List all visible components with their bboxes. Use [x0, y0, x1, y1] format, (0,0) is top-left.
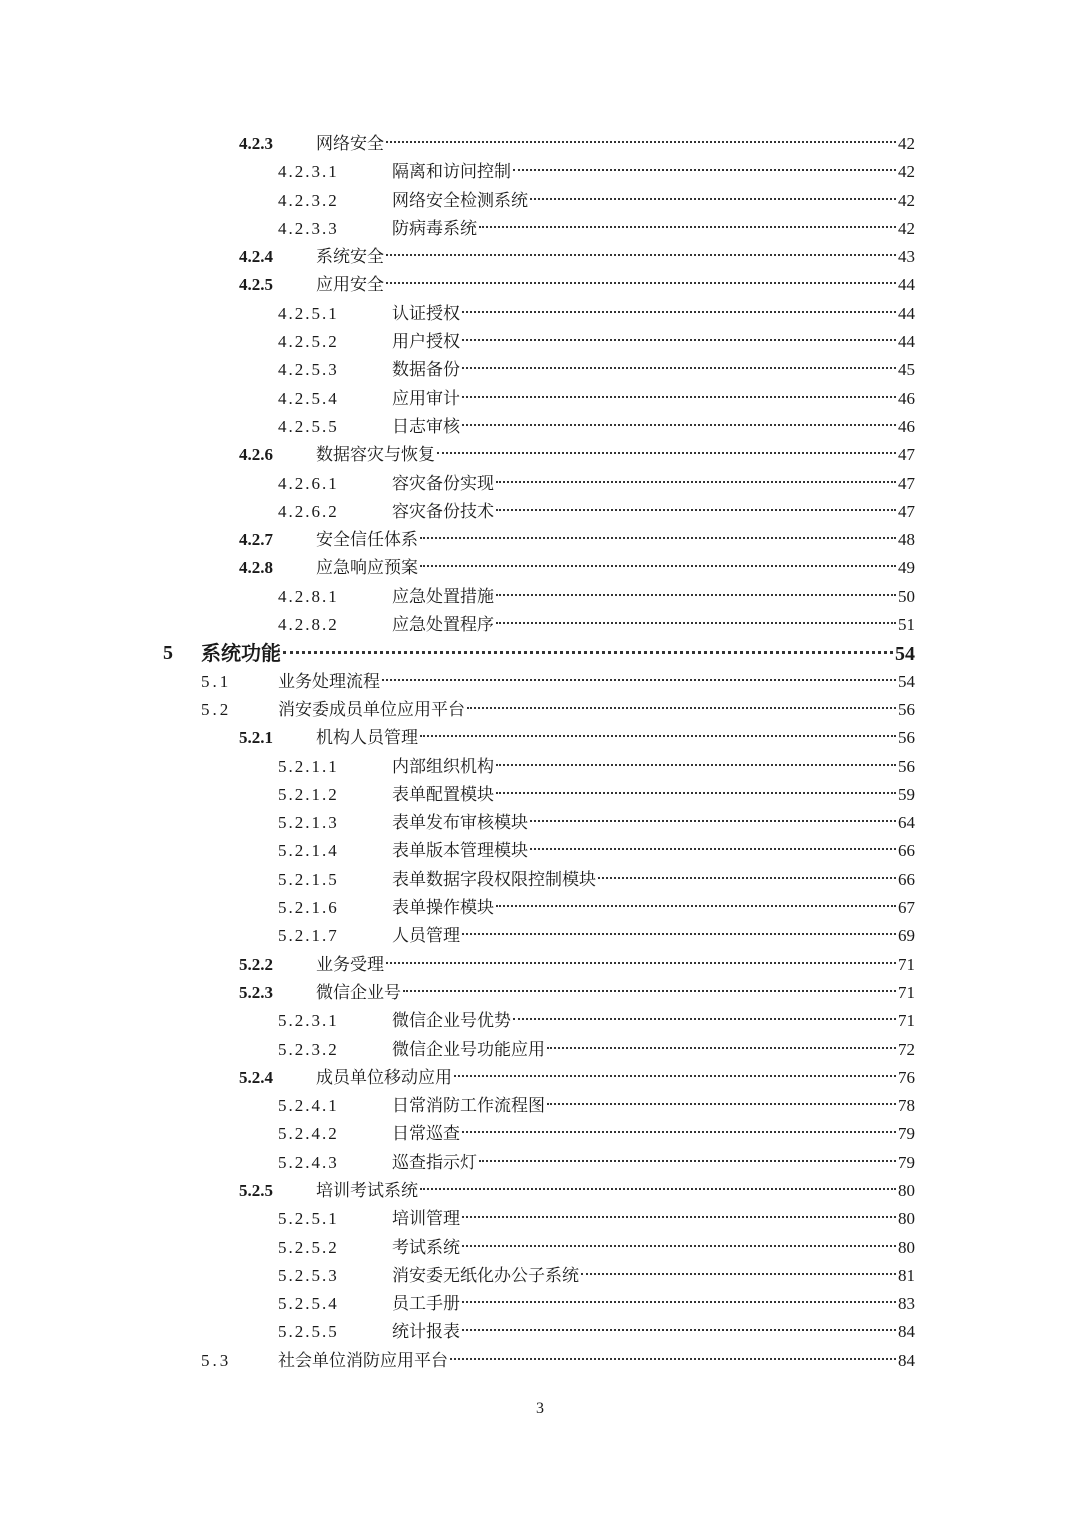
- toc-dot-leader: [479, 226, 896, 228]
- toc-dot-leader: [467, 707, 896, 709]
- toc-entry-title: 应急处置措施: [392, 586, 494, 607]
- toc-dot-leader: [496, 481, 896, 483]
- toc-dot-leader: [386, 282, 896, 284]
- toc-entry-page: 80: [898, 1209, 915, 1229]
- toc-entry-number: 5.2.1.4: [278, 841, 339, 861]
- toc-entry-title: 表单配置模块: [392, 784, 494, 805]
- toc-entry[interactable]: [0, 356, 1080, 384]
- toc-dot-leader: [403, 990, 896, 992]
- toc-entry-page: 49: [898, 558, 915, 578]
- toc-entry-page: 56: [898, 728, 915, 748]
- toc-entry[interactable]: [0, 441, 1080, 469]
- toc-entry-number: 4.2.3.3: [278, 218, 339, 238]
- toc-entry-page: 51: [898, 615, 915, 635]
- toc-dot-leader: [462, 1131, 896, 1133]
- toc-entry-page: 54: [898, 671, 915, 691]
- toc-entry-number: 5.2.1.7: [278, 926, 339, 946]
- toc-entry-page: 71: [898, 982, 915, 1002]
- toc-entry[interactable]: [0, 1290, 1080, 1318]
- toc-entry-title: 培训管理: [392, 1209, 460, 1230]
- toc-entry[interactable]: [0, 696, 1080, 724]
- toc-dot-leader: [382, 679, 896, 681]
- toc-entry-line: [316, 554, 915, 582]
- toc-dot-leader: [496, 594, 896, 596]
- toc-entry-title: 日常消防工作流程图: [392, 1096, 545, 1117]
- toc-entry-line: [392, 1149, 915, 1177]
- toc-entry-title: 数据容灾与恢复: [316, 445, 435, 466]
- toc-entry-line: [392, 470, 915, 498]
- toc-entry-line: [316, 1064, 915, 1092]
- toc-entry-page: 50: [898, 586, 915, 606]
- toc-entry-line: [392, 781, 915, 809]
- toc-dot-leader: [420, 1188, 896, 1190]
- toc-entry-line: [316, 441, 915, 469]
- toc-entry-page: 83: [898, 1294, 915, 1314]
- toc-entry-title: 容灾备份实现: [392, 473, 494, 494]
- toc-entry-page: 46: [898, 416, 915, 436]
- toc-entry-page: 78: [898, 1096, 915, 1116]
- toc-entry[interactable]: [0, 1149, 1080, 1177]
- toc-entry-number: 4.2.6.2: [278, 501, 339, 521]
- toc-entry-line: [392, 413, 915, 441]
- toc-dot-leader: [462, 1301, 896, 1303]
- toc-entry-title: 系统功能: [201, 641, 281, 666]
- toc-entry-line: [278, 1347, 915, 1375]
- toc-entry-page: 56: [898, 756, 915, 776]
- toc-entry-page: 72: [898, 1039, 915, 1059]
- toc-dot-leader: [462, 424, 896, 426]
- toc-entry-title: 防病毒系统: [392, 218, 477, 239]
- toc-entry-title: 网络安全: [316, 134, 384, 154]
- toc-entry-number: 5.2.2: [239, 954, 273, 974]
- toc-entry-line: [392, 1290, 915, 1318]
- toc-entry-number: 5.3: [201, 1350, 232, 1370]
- toc-entry-line: [392, 922, 915, 950]
- toc-entry[interactable]: [0, 413, 1080, 441]
- toc-entry-line: [278, 668, 915, 696]
- toc-entry-line: [392, 187, 915, 215]
- toc-entry-title: 应急处置程序: [392, 615, 494, 636]
- toc-entry-number: 4.2.8.1: [278, 586, 339, 606]
- toc-entry-title: 统计报表: [392, 1322, 460, 1343]
- toc-entry-line: [201, 639, 915, 668]
- toc-entry-title: 消安委无纸化办公子系统: [392, 1265, 579, 1286]
- toc-entry[interactable]: [0, 1120, 1080, 1148]
- toc-entry-page: 80: [898, 1237, 915, 1257]
- toc-dot-leader: [462, 367, 896, 369]
- toc-entry-number: 4.2.8: [239, 558, 273, 578]
- toc-entry[interactable]: [0, 866, 1080, 894]
- toc-entry-title: 应用审计: [392, 388, 460, 409]
- toc-dot-leader: [420, 735, 896, 737]
- toc-entry-number: 4.2.5.2: [278, 332, 339, 352]
- toc-dot-leader: [496, 792, 896, 794]
- toc-entry-line: [316, 1177, 915, 1205]
- toc-dot-leader: [547, 1047, 896, 1049]
- toc-dot-leader: [386, 962, 896, 964]
- toc-entry[interactable]: [0, 639, 1080, 667]
- toc-entry-number: 4.2.7: [239, 530, 273, 550]
- toc-entry-page: 48: [898, 530, 915, 550]
- toc-entry-line: [278, 696, 915, 724]
- toc-entry-number: 4.2.5.4: [278, 388, 339, 408]
- toc-entry[interactable]: [0, 1007, 1080, 1035]
- toc-dot-leader: [450, 1358, 896, 1360]
- toc-entry-line: [316, 724, 915, 752]
- toc-entry-title: 业务受理: [316, 954, 384, 975]
- toc-entry-page: 47: [898, 501, 915, 521]
- toc-entry[interactable]: [0, 470, 1080, 498]
- toc-dot-leader: [386, 254, 896, 256]
- toc-entry-title: 日志审核: [392, 416, 460, 437]
- toc-dot-leader: [462, 933, 896, 935]
- toc-entry-title: 数据备份: [392, 360, 460, 381]
- toc-entry-number: 5.2.5.3: [278, 1265, 339, 1285]
- toc-dot-leader: [496, 509, 896, 511]
- toc-dot-leader: [386, 141, 896, 143]
- toc-entry-page: 42: [898, 162, 915, 182]
- toc-entry-title: 内部组织机构: [392, 756, 494, 777]
- toc-entry-page: 76: [898, 1067, 915, 1087]
- toc-entry-line: [392, 583, 915, 611]
- toc-entry-page: 79: [898, 1152, 915, 1172]
- toc-entry-title: 日常巡查: [392, 1124, 460, 1145]
- toc-entry-number: 5.2.4: [239, 1067, 273, 1087]
- toc-entry-page: 56: [898, 699, 915, 719]
- toc-entry-line: [392, 385, 915, 413]
- toc-entry-title: 微信企业号: [316, 982, 401, 1003]
- toc-entry-number: 5.2.1.5: [278, 869, 339, 889]
- toc-entry[interactable]: [0, 1318, 1080, 1346]
- toc-entry-number: 5.2.1.2: [278, 784, 339, 804]
- toc-entry-line: [392, 1205, 915, 1233]
- toc-dot-leader: [420, 537, 896, 539]
- toc-dot-leader: [530, 198, 896, 200]
- toc-entry-line: [392, 1092, 915, 1120]
- toc-entry-number: 4.2.6: [239, 445, 273, 465]
- toc-entry-line: [316, 526, 915, 554]
- toc-entry[interactable]: [0, 215, 1080, 243]
- toc-entry-number: 5: [163, 642, 173, 665]
- toc-entry-page: 42: [898, 134, 915, 153]
- toc-entry-number: 4.2.6.1: [278, 473, 339, 493]
- toc-entry-page: 47: [898, 445, 915, 465]
- toc-entry[interactable]: [0, 1234, 1080, 1262]
- toc-entry-number: 5.2.1.1: [278, 756, 339, 776]
- toc-entry-title: 微信企业号功能应用: [392, 1039, 545, 1060]
- toc-dot-leader: [598, 877, 896, 879]
- toc-dot-leader: [462, 339, 896, 341]
- toc-entry-title: 表单版本管理模块: [392, 841, 528, 862]
- toc-entry-title: 应用安全: [316, 275, 384, 296]
- toc-entry-page: 54: [895, 643, 915, 666]
- toc-entry-number: 4.2.5.1: [278, 303, 339, 323]
- toc-entry-line: [392, 894, 915, 922]
- toc-entry-line: [316, 951, 915, 979]
- toc-entry-line: [392, 809, 915, 837]
- toc-entry[interactable]: [0, 300, 1080, 328]
- toc-entry[interactable]: [0, 781, 1080, 809]
- toc-entry[interactable]: [0, 1092, 1080, 1120]
- toc-dot-leader: [462, 311, 896, 313]
- toc-entry-page: 42: [898, 190, 915, 210]
- toc-entry-line: [392, 837, 915, 865]
- toc-entry-title: 表单操作模块: [392, 898, 494, 919]
- toc-entry[interactable]: [0, 809, 1080, 837]
- toc-entry-page: 64: [898, 813, 915, 833]
- toc-entry-number: 5.2.3: [239, 982, 273, 1002]
- toc-entry-title: 人员管理: [392, 926, 460, 947]
- toc-entry-title: 巡查指示灯: [392, 1152, 477, 1173]
- toc-entry[interactable]: [0, 1347, 1080, 1375]
- toc-entry-line: [316, 130, 915, 158]
- toc-entry-page: 84: [898, 1350, 915, 1370]
- toc-entry-page: 69: [898, 926, 915, 946]
- toc-entry-page: 43: [898, 247, 915, 267]
- toc-dot-leader: [283, 651, 893, 654]
- toc-entry-number: 5.2.4.1: [278, 1096, 339, 1116]
- toc-entry[interactable]: [0, 526, 1080, 554]
- toc-entry-line: [392, 498, 915, 526]
- toc-dot-leader: [462, 1329, 896, 1331]
- toc-entry-page: 71: [898, 1011, 915, 1031]
- toc-entry-line: [392, 753, 915, 781]
- toc-entry[interactable]: [0, 1262, 1080, 1290]
- table-of-contents: [0, 130, 1080, 1375]
- toc-entry-number: 4.2.5.3: [278, 360, 339, 380]
- toc-dot-leader: [479, 1160, 896, 1162]
- toc-entry-number: 5.2.5.4: [278, 1294, 339, 1314]
- toc-dot-leader: [462, 1216, 896, 1218]
- toc-entry[interactable]: [0, 158, 1080, 186]
- toc-entry[interactable]: [0, 894, 1080, 922]
- toc-entry[interactable]: [0, 498, 1080, 526]
- toc-dot-leader: [513, 1018, 896, 1020]
- toc-dot-leader: [496, 764, 896, 766]
- toc-entry-number: 5.2.3.1: [278, 1011, 339, 1031]
- toc-entry-line: [392, 866, 915, 894]
- toc-entry[interactable]: [0, 837, 1080, 865]
- toc-entry-number: 5.2.4.3: [278, 1152, 339, 1172]
- toc-entry-line: [392, 1262, 915, 1290]
- toc-entry-number: 5.2.4.2: [278, 1124, 339, 1144]
- toc-entry-number: 4.2.3: [239, 134, 273, 153]
- toc-entry-title: 应急响应预案: [316, 558, 418, 579]
- toc-dot-leader: [496, 905, 896, 907]
- toc-entry-number: 4.2.4: [239, 247, 273, 267]
- toc-entry-number: 4.2.3.1: [278, 162, 339, 182]
- toc-entry-title: 培训考试系统: [316, 1180, 418, 1201]
- toc-entry-title: 表单数据字段权限控制模块: [392, 869, 596, 890]
- toc-entry[interactable]: [0, 922, 1080, 950]
- toc-entry-number: 5.2.5.2: [278, 1237, 339, 1257]
- toc-entry-title: 表单发布审核模块: [392, 813, 528, 834]
- toc-entry[interactable]: [0, 611, 1080, 639]
- toc-entry-number: 5.2.5.5: [278, 1322, 339, 1342]
- toc-entry[interactable]: [0, 1177, 1080, 1205]
- toc-entry-page: 80: [898, 1180, 915, 1200]
- toc-entry-page: 47: [898, 473, 915, 493]
- toc-entry-title: 网络安全检测系统: [392, 190, 528, 211]
- toc-entry-line: [392, 158, 915, 186]
- toc-entry-title: 安全信任体系: [316, 530, 418, 551]
- toc-entry-title: 业务处理流程: [278, 671, 380, 692]
- toc-entry[interactable]: [0, 243, 1080, 271]
- toc-entry-number: 5.2.5: [239, 1180, 273, 1200]
- toc-entry[interactable]: [0, 951, 1080, 979]
- toc-entry-page: 46: [898, 388, 915, 408]
- toc-entry-line: [392, 1036, 915, 1064]
- toc-entry-number: 5.2.1: [239, 728, 273, 748]
- toc-dot-leader: [462, 396, 896, 398]
- toc-entry-line: [392, 300, 915, 328]
- toc-entry-page: 71: [898, 954, 915, 974]
- toc-entry-line: [392, 1007, 915, 1035]
- page-number: 3: [536, 1400, 544, 1417]
- toc-entry-page: 45: [898, 360, 915, 380]
- toc-entry-title: 消安委成员单位应用平台: [278, 699, 465, 720]
- toc-entry-number: 4.2.8.2: [278, 615, 339, 635]
- toc-dot-leader: [454, 1075, 896, 1077]
- toc-dot-leader: [496, 622, 896, 624]
- toc-entry-page: 42: [898, 218, 915, 238]
- toc-entry-number: 4.2.5.5: [278, 416, 339, 436]
- toc-entry-page: 44: [898, 332, 915, 352]
- toc-entry-number: 5.2.5.1: [278, 1209, 339, 1229]
- toc-entry-line: [316, 243, 915, 271]
- toc-dot-leader: [462, 1245, 896, 1247]
- toc-entry-line: [392, 1234, 915, 1262]
- toc-entry-title: 用户授权: [392, 332, 460, 353]
- toc-entry-title: 系统安全: [316, 247, 384, 268]
- toc-entry-line: [392, 356, 915, 384]
- toc-entry-page: 59: [898, 784, 915, 804]
- toc-entry-line: [392, 611, 915, 639]
- toc-dot-leader: [581, 1273, 896, 1275]
- toc-entry-number: 5.2.1.3: [278, 813, 339, 833]
- toc-entry-number: 5.2: [201, 699, 232, 719]
- toc-dot-leader: [530, 820, 896, 822]
- toc-entry-title: 员工手册: [392, 1294, 460, 1315]
- toc-entry-title: 容灾备份技术: [392, 501, 494, 522]
- toc-entry-line: [392, 328, 915, 356]
- toc-entry[interactable]: [0, 187, 1080, 215]
- toc-entry-page: 66: [898, 841, 915, 861]
- toc-dot-leader: [513, 169, 896, 171]
- toc-entry-line: [316, 271, 915, 299]
- toc-entry-line: [392, 215, 915, 243]
- toc-entry[interactable]: [0, 583, 1080, 611]
- toc-entry-title: 成员单位移动应用: [316, 1067, 452, 1088]
- toc-entry-title: 隔离和访问控制: [392, 162, 511, 183]
- toc-dot-leader: [530, 848, 896, 850]
- toc-entry[interactable]: [0, 328, 1080, 356]
- toc-entry[interactable]: [0, 979, 1080, 1007]
- toc-entry-number: 5.2.3.2: [278, 1039, 339, 1059]
- toc-entry-line: [392, 1120, 915, 1148]
- toc-entry-title: 机构人员管理: [316, 728, 418, 749]
- toc-entry-title: 微信企业号优势: [392, 1011, 511, 1032]
- toc-entry-title: 考试系统: [392, 1237, 460, 1258]
- toc-entry-page: 44: [898, 275, 915, 295]
- toc-entry-number: 5.1: [201, 671, 232, 691]
- toc-entry-page: 66: [898, 869, 915, 889]
- toc-entry[interactable]: [0, 1205, 1080, 1233]
- toc-entry[interactable]: [0, 554, 1080, 582]
- toc-entry[interactable]: [0, 271, 1080, 299]
- toc-entry-page: 44: [898, 303, 915, 323]
- toc-entry-number: 4.2.5: [239, 275, 273, 295]
- toc-entry[interactable]: [0, 753, 1080, 781]
- toc-entry-title: 社会单位消防应用平台: [278, 1350, 448, 1371]
- toc-dot-leader: [437, 452, 896, 454]
- toc-entry[interactable]: [0, 668, 1080, 696]
- toc-entry-page: 84: [898, 1322, 915, 1342]
- toc-entry-page: 79: [898, 1124, 915, 1144]
- toc-entry[interactable]: [0, 1064, 1080, 1092]
- toc-entry-page: 81: [898, 1265, 915, 1285]
- toc-entry-number: 4.2.3.2: [278, 190, 339, 210]
- toc-dot-leader: [420, 565, 896, 567]
- toc-entry[interactable]: [0, 385, 1080, 413]
- toc-entry-line: [316, 979, 915, 1007]
- toc-entry-line: [392, 1318, 915, 1346]
- toc-dot-leader: [547, 1103, 896, 1105]
- toc-entry-page: 67: [898, 898, 915, 918]
- toc-entry[interactable]: [0, 1036, 1080, 1064]
- toc-entry-title: 认证授权: [392, 303, 460, 324]
- toc-entry[interactable]: [0, 130, 1080, 158]
- toc-entry-number: 5.2.1.6: [278, 898, 339, 918]
- toc-entry[interactable]: [0, 724, 1080, 752]
